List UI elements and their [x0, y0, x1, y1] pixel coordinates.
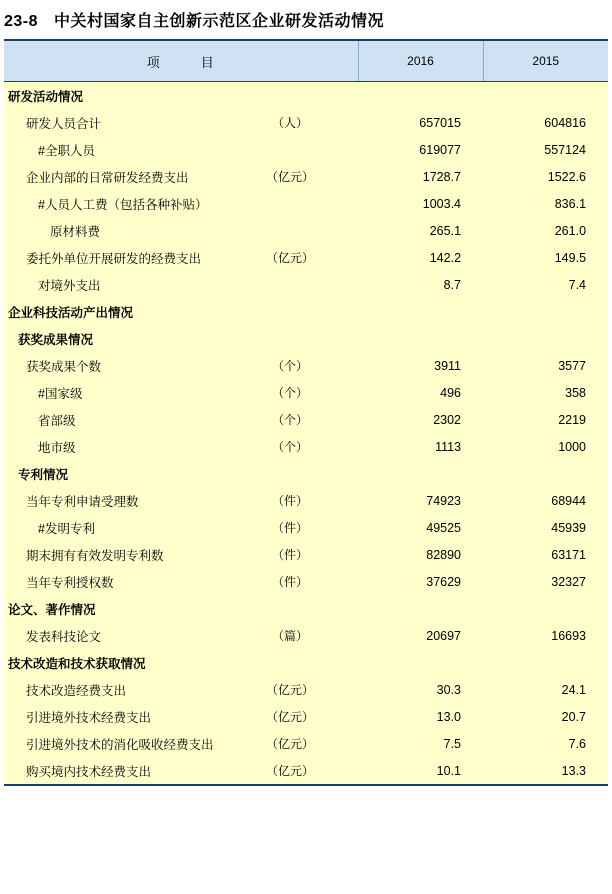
- table-row: [4, 82, 608, 110]
- column-header-2015: 2015: [483, 40, 608, 82]
- row-value-2016: 13.0: [358, 703, 483, 730]
- row-unit: [222, 298, 358, 325]
- row-unit: [222, 82, 358, 110]
- row-label: 引进境外技术的消化吸收经费支出: [4, 730, 222, 757]
- row-label: 专利情况: [4, 460, 222, 487]
- row-value-2016: 8.7: [358, 271, 483, 298]
- row-value-2016: [358, 595, 483, 622]
- table-row: [4, 136, 608, 163]
- row-unit: （亿元）: [222, 163, 358, 190]
- row-value-2015: 45939: [483, 514, 608, 541]
- row-label: 地市级: [4, 433, 222, 460]
- table-row: [4, 379, 608, 406]
- row-value-2015: 32327: [483, 568, 608, 595]
- row-unit: [222, 460, 358, 487]
- table-row: [4, 595, 608, 622]
- row-value-2016: 1728.7: [358, 163, 483, 190]
- row-value-2016: 142.2: [358, 244, 483, 271]
- row-value-2016: 1113: [358, 433, 483, 460]
- table-row: [4, 244, 608, 271]
- column-header-2016: 2016: [358, 40, 483, 82]
- table-body: [4, 82, 608, 786]
- table-row: [4, 649, 608, 676]
- row-unit: （亿元）: [222, 244, 358, 271]
- row-label: 当年专利申请受理数: [4, 487, 222, 514]
- row-label: 技术改造经费支出: [4, 676, 222, 703]
- row-value-2016: [358, 649, 483, 676]
- row-unit: （人）: [222, 109, 358, 136]
- table-row: [4, 298, 608, 325]
- row-value-2015: 2219: [483, 406, 608, 433]
- row-label: 原材料费: [4, 217, 222, 244]
- row-value-2016: 496: [358, 379, 483, 406]
- row-value-2015: 604816: [483, 109, 608, 136]
- header-row: [4, 40, 608, 82]
- table-row: [4, 622, 608, 649]
- row-unit: （个）: [222, 406, 358, 433]
- row-value-2015: 557124: [483, 136, 608, 163]
- row-value-2016: [358, 298, 483, 325]
- row-value-2015: 7.4: [483, 271, 608, 298]
- row-unit: （个）: [222, 352, 358, 379]
- row-value-2016: 74923: [358, 487, 483, 514]
- row-value-2015: 358: [483, 379, 608, 406]
- table-row: [4, 568, 608, 595]
- row-unit: [222, 649, 358, 676]
- row-label: 引进境外技术经费支出: [4, 703, 222, 730]
- row-value-2015: 149.5: [483, 244, 608, 271]
- row-label: 获奖成果个数: [4, 352, 222, 379]
- row-unit: （件）: [222, 514, 358, 541]
- row-unit: （件）: [222, 568, 358, 595]
- table-row: [4, 271, 608, 298]
- row-unit: [222, 325, 358, 352]
- row-value-2016: 619077: [358, 136, 483, 163]
- row-label: 省部级: [4, 406, 222, 433]
- table-number: 23-8: [4, 13, 39, 30]
- row-value-2016: 49525: [358, 514, 483, 541]
- row-value-2015: 63171: [483, 541, 608, 568]
- row-label: 研发活动情况: [4, 82, 222, 110]
- row-label: 购买境内技术经费支出: [4, 757, 222, 785]
- row-value-2016: [358, 325, 483, 352]
- row-value-2015: [483, 595, 608, 622]
- table-row: [4, 217, 608, 244]
- row-value-2015: 16693: [483, 622, 608, 649]
- table-row: [4, 676, 608, 703]
- row-value-2016: [358, 460, 483, 487]
- row-unit: （个）: [222, 433, 358, 460]
- row-unit: [222, 271, 358, 298]
- row-value-2016: 7.5: [358, 730, 483, 757]
- row-value-2015: 68944: [483, 487, 608, 514]
- row-value-2016: 20697: [358, 622, 483, 649]
- row-value-2016: 657015: [358, 109, 483, 136]
- row-label: 论文、著作情况: [4, 595, 222, 622]
- row-unit: （个）: [222, 379, 358, 406]
- row-label: #全职人员: [4, 136, 222, 163]
- row-value-2015: 3577: [483, 352, 608, 379]
- row-unit: （亿元）: [222, 703, 358, 730]
- row-value-2015: 24.1: [483, 676, 608, 703]
- row-label: 当年专利授权数: [4, 568, 222, 595]
- row-unit: [222, 217, 358, 244]
- row-value-2015: [483, 325, 608, 352]
- table-title: 中关村国家自主创新示范区企业研发活动情况: [54, 13, 385, 30]
- row-value-2016: 2302: [358, 406, 483, 433]
- table-row: [4, 730, 608, 757]
- table-row: [4, 190, 608, 217]
- row-unit: （件）: [222, 541, 358, 568]
- row-label: #国家级: [4, 379, 222, 406]
- row-label: 企业科技活动产出情况: [4, 298, 222, 325]
- row-label: 企业内部的日常研发经费支出: [4, 163, 222, 190]
- row-value-2015: [483, 298, 608, 325]
- row-unit: [222, 595, 358, 622]
- row-label: 委托外单位开展研发的经费支出: [4, 244, 222, 271]
- row-value-2015: [483, 460, 608, 487]
- row-unit: （亿元）: [222, 730, 358, 757]
- table-row: [4, 325, 608, 352]
- row-unit: [222, 136, 358, 163]
- statistics-table: [4, 39, 608, 786]
- row-label: 对境外支出: [4, 271, 222, 298]
- row-value-2016: [358, 82, 483, 110]
- table-row: [4, 109, 608, 136]
- table-header: [4, 40, 608, 82]
- table-row: [4, 757, 608, 785]
- row-value-2015: 20.7: [483, 703, 608, 730]
- table-row: [4, 703, 608, 730]
- table-row: [4, 541, 608, 568]
- row-label: #人员人工费（包括各种补贴）: [4, 190, 222, 217]
- row-label: #发明专利: [4, 514, 222, 541]
- row-value-2015: 1522.6: [483, 163, 608, 190]
- row-unit: （件）: [222, 487, 358, 514]
- table-row: [4, 487, 608, 514]
- column-header-item: 项 目: [4, 40, 358, 82]
- row-unit: [222, 190, 358, 217]
- row-unit: （亿元）: [222, 757, 358, 785]
- row-value-2015: [483, 82, 608, 110]
- row-unit: （亿元）: [222, 676, 358, 703]
- row-value-2016: 265.1: [358, 217, 483, 244]
- row-value-2015: [483, 649, 608, 676]
- row-value-2016: 10.1: [358, 757, 483, 785]
- table-row: [4, 433, 608, 460]
- table-row: [4, 163, 608, 190]
- row-value-2015: 1000: [483, 433, 608, 460]
- row-value-2016: 82890: [358, 541, 483, 568]
- row-label: 研发人员合计: [4, 109, 222, 136]
- table-row: [4, 514, 608, 541]
- row-label: 技术改造和技术获取情况: [4, 649, 222, 676]
- row-value-2016: 30.3: [358, 676, 483, 703]
- row-label: 获奖成果情况: [4, 325, 222, 352]
- row-value-2015: 7.6: [483, 730, 608, 757]
- page-title: [0, 0, 612, 39]
- row-unit: （篇）: [222, 622, 358, 649]
- row-value-2016: 3911: [358, 352, 483, 379]
- table-row: [4, 460, 608, 487]
- row-label: 期末拥有有效发明专利数: [4, 541, 222, 568]
- row-value-2015: 836.1: [483, 190, 608, 217]
- row-value-2016: 1003.4: [358, 190, 483, 217]
- row-label: 发表科技论文: [4, 622, 222, 649]
- row-value-2015: 261.0: [483, 217, 608, 244]
- table-row: [4, 352, 608, 379]
- row-value-2015: 13.3: [483, 757, 608, 785]
- row-value-2016: 37629: [358, 568, 483, 595]
- table-row: [4, 406, 608, 433]
